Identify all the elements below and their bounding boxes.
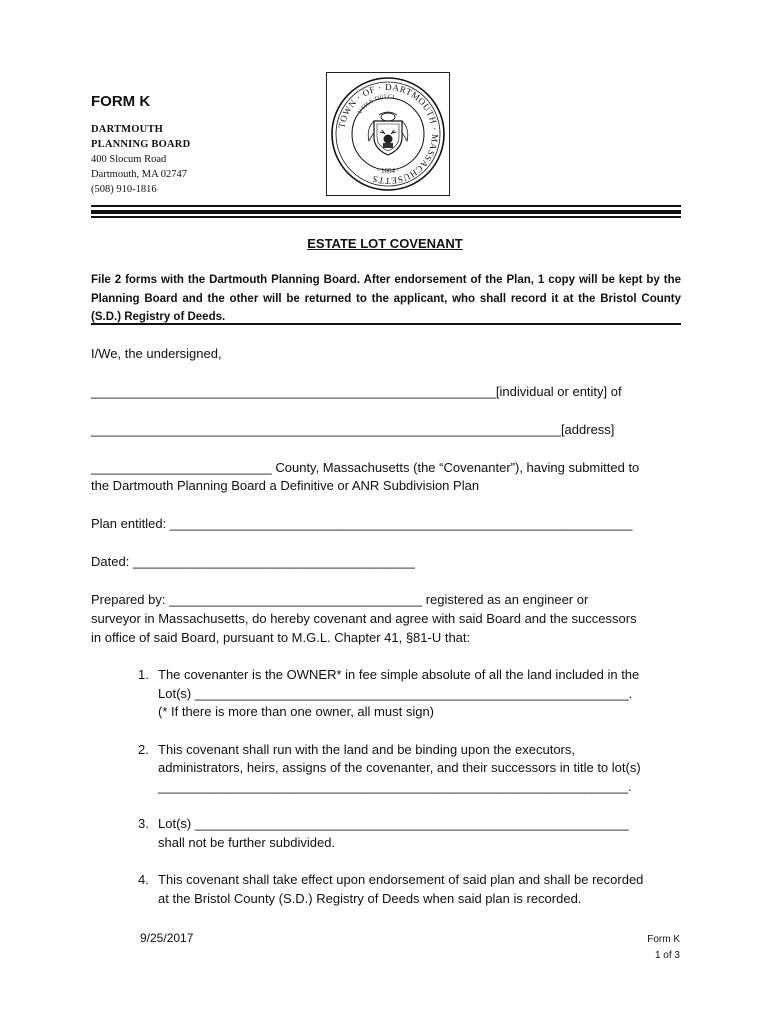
seal-year: · 1664 · <box>376 167 400 175</box>
seal-ring-text: TOWN · OF · DARTMOUTH · MASSACHUSETTS <box>336 81 441 187</box>
covenant-item-3 <box>138 815 683 852</box>
item-number: 4. <box>138 872 149 887</box>
covenant-items-list <box>138 666 683 908</box>
item-2-line1: This covenant shall run with the land and be binding upon the executors, <box>158 741 575 757</box>
item-1-lot-field[interactable]: Lot(s) ____________________________________________________________. <box>158 685 633 701</box>
item-4-line2: at the Bristol County (S.D.) Registry of Deeds when said plan is recorded. <box>158 890 582 906</box>
county-field[interactable]: _________________________ County, Massachusetts (the “Covenanter”), having submitted to <box>91 460 640 475</box>
individual-field[interactable]: ________________________________________________________[individual or entity] of <box>91 384 622 399</box>
org-name-line2: PLANNING BOARD <box>91 139 191 150</box>
dated-field[interactable]: Dated: _______________________________________ <box>91 554 415 569</box>
header-rule-2 <box>91 210 681 214</box>
org-street: 400 Slocum Road <box>91 154 167 165</box>
header-rule-3 <box>91 216 681 218</box>
item-number: 1. <box>138 667 149 682</box>
item-2-line2: administrators, heirs, assigns of the covenanter, and their successors in title to lot(s) <box>158 760 641 775</box>
footer-page-number: 1 of 3 <box>654 950 680 961</box>
instructions-rule <box>91 323 681 325</box>
footer-form-label: Form K <box>647 934 680 945</box>
footer-date: 9/25/2017 <box>140 931 194 945</box>
item-4-line1: This covenant shall take effect upon endorsement of said plan and shall be recorded <box>158 872 644 887</box>
covenant-item-4 <box>138 871 683 908</box>
county-line2: the Dartmouth Planning Board a Definitive or ANR Subdivision Plan <box>91 478 480 493</box>
instructions-paragraph: File 2 forms with the Dartmouth Planning Board. After endorsement of the Plan, 1 copy will be kept by the Planning Board and the other will be returned to the applicant, who shall record it at the Bristol County (S.D.) Registry of Deeds. <box>91 274 681 323</box>
org-city: Dartmouth, MA 02747 <box>91 169 187 180</box>
seal-motto: UTILE DULCI <box>357 93 396 116</box>
prepared-by-field[interactable]: Prepared by: ___________________________________ registered as an engineer or <box>91 592 589 607</box>
item-1-line1: The covenanter is the OWNER* in fee simple absolute of all the land included in the <box>158 667 640 682</box>
item-number: 2. <box>138 741 149 757</box>
item-3-line2: shall not be further subdivided. <box>158 834 336 850</box>
document-title: ESTATE LOT COVENANT <box>307 236 463 251</box>
prepared-line2: surveyor in Massachusetts, do hereby covenant and agree with said Board and the successors <box>91 611 637 626</box>
item-3-lot-field[interactable]: Lot(s) ____________________________________________________________ <box>158 816 629 831</box>
address-field[interactable]: _________________________________________________________________[address] <box>91 422 615 437</box>
covenant-item-1 <box>138 666 683 722</box>
covenant-item-2 <box>138 741 683 797</box>
item-number: 3. <box>138 816 149 831</box>
item-1-note: (* If there is more than one owner, all must sign) <box>158 704 435 719</box>
form-label: FORM K <box>91 93 151 110</box>
header-rule-1 <box>91 205 681 207</box>
prepared-line3: in office of said Board, pursuant to M.G.L. Chapter 41, §81-U that: <box>91 630 471 645</box>
org-phone: (508) 910-1816 <box>91 184 157 195</box>
intro-text: I/We, the undersigned, <box>91 346 222 361</box>
plan-entitled-field[interactable]: Plan entitled: ________________________________________________________________ <box>91 516 633 531</box>
town-seal-icon <box>326 72 450 196</box>
item-2-lot-field[interactable]: _________________________________________________________________. <box>158 778 632 794</box>
org-name-line1: DARTMOUTH <box>91 124 164 135</box>
